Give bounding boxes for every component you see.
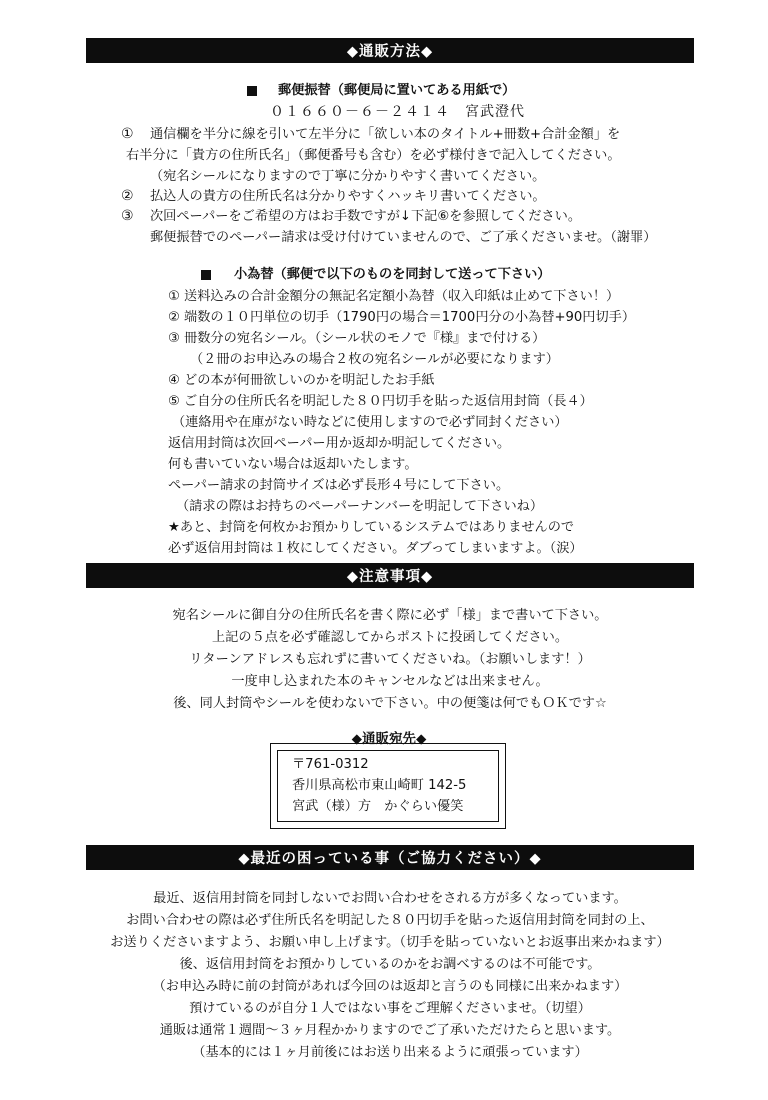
address-box xyxy=(270,743,506,829)
postal-item-2-line-1: 払込人の貴方の住所氏名は分かりやすくハッキリ書いてください。 xyxy=(150,189,546,204)
postal-item-1-line-3: （宛名シールになりますので丁寧に分かりやすく書いてください。 xyxy=(150,169,546,184)
address-line-2: 宮武（様）方 かぐらい優笑 xyxy=(292,799,464,814)
money-order-line: （請求の際はお持ちのペーパーナンバーを明記して下さいね） xyxy=(176,499,544,514)
caution-line: 宛名シールに御自分の住所氏名を書く際に必ず「様」まで書いて下さい。 xyxy=(172,608,608,623)
item-number: ② xyxy=(121,188,134,204)
problem-line: お送りくださいますよう、お願い申し上げます。（切手を貼っていないとお返事出来かねます） xyxy=(110,935,670,950)
money-order-line: （連絡用や在庫がない時などに使用しますので必ず同封ください） xyxy=(172,415,568,430)
postal-item-3-line-2: 郵便振替でのペーパー請求は受け付けていませんので、ご了承くださいませ。（謝罪） xyxy=(150,230,657,245)
problem-line: 後、返信用封筒をお預かりしているのかをお調べするのは不可能です。 xyxy=(179,957,601,972)
postal-item-3-line-1: 次回ペーパーをご希望の方はお手数ですが↓下記⑥を参照してください。 xyxy=(150,209,582,224)
money-order-line: ③ 冊数分の宛名シール。（シール状のモノで『様』まで付ける） xyxy=(168,331,546,346)
money-order-line: 必ず返信用封筒は１枚にしてください。ダブってしまいますよ。（涙） xyxy=(168,541,583,556)
postal-item-1-line-2: 右半分に「貴方の住所氏名」（郵便番号も含む）を必ず様付きで記入してください。 xyxy=(126,148,621,163)
caution-line: 一度申し込まれた本のキャンセルなどは出来ません。 xyxy=(231,674,549,689)
money-order-line: 返信用封筒は次回ペーパー用か返却か明記してください。 xyxy=(168,436,511,451)
square-bullet-icon xyxy=(201,270,211,280)
section-header-recent-problem: ◆最近の困っている事（ご協力ください）◆ xyxy=(86,845,694,870)
address-line-1: 香川県高松市東山崎町 142-5 xyxy=(292,778,467,793)
section-header-notes: ◆注意事項◆ xyxy=(86,563,694,588)
address-postal-code: 〒761-0312 xyxy=(292,757,369,772)
problem-line: 預けているのが自分１人ではない事をご理解くださいませ。（切望） xyxy=(189,1001,591,1016)
money-order-line: ★あと、封筒を何枚かお預かりしているシステムではありませんので xyxy=(168,520,575,535)
money-order-line: ① 送料込みの合計金額分の無記名定額小為替（収入印紙は止めて下さい！） xyxy=(168,289,620,304)
money-order-line: ペーパー請求の封筒サイズは必ず長形４号にして下さい。 xyxy=(168,478,510,493)
money-order-line: 何も書いていない場合は返却いたします。 xyxy=(168,457,418,472)
caution-line: 上記の５点を必ず確認してからポストに投函してください。 xyxy=(211,630,569,645)
problem-line: （お申込み時に前の封筒があれば今回のは返却と言うのも同様に出来かねます） xyxy=(152,979,628,994)
money-order-line: ⑤ ご自分の住所氏名を明記した８０円切手を貼った返信用封筒（長４） xyxy=(168,394,593,409)
postal-transfer-account: ０１６６０－６－２４１４ 宮武澄代 xyxy=(270,104,525,120)
address-box-inner xyxy=(277,750,499,822)
problem-line: 最近、返信用封筒を同封しないでお問い合わせをされる方が多くなっています。 xyxy=(153,891,627,906)
address-caption: ◆通販宛先◆ xyxy=(351,731,427,747)
item-number: ③ xyxy=(121,208,134,224)
problem-line: （基本的には１ヶ月前後にはお送り出来るように頑張っています） xyxy=(192,1045,588,1060)
money-order-line: ② 端数の１０円単位の切手（1790円の場合＝1700円分の小為替+90円切手） xyxy=(168,310,636,325)
postal-transfer-heading: 郵便振替（郵便局に置いてある用紙で） xyxy=(278,83,516,98)
square-bullet-icon xyxy=(247,86,257,96)
caution-line: リターンアドレスも忘れずに書いてくださいね。（お願いします！） xyxy=(189,652,591,667)
section-header-order-method: ◆通販方法◆ xyxy=(86,38,694,63)
item-number: ① xyxy=(121,126,134,142)
problem-line: 通販は通常１週間～３ヶ月程かかりますのでご了承いただけたらと思います。 xyxy=(159,1023,621,1038)
money-order-line: （２冊のお申込みの場合２枚の宛名シールが必要になります） xyxy=(190,352,559,367)
money-order-line: ④ どの本が何冊欲しいのかを明記したお手紙 xyxy=(168,373,435,388)
postal-item-1-line-1: 通信欄を半分に線を引いて左半分に「欲しい本のタイトル+冊数+合計金額」を xyxy=(150,127,621,142)
problem-line: お問い合わせの際は必ず住所氏名を明記した８０円切手を貼った返信用封筒を同封の上、 xyxy=(126,913,654,928)
caution-line: 後、同人封筒やシールを使わないで下さい。中の便箋は何でもＯＫです☆ xyxy=(173,696,607,711)
money-order-heading: 小為替（郵便で以下のものを同封して送って下さい） xyxy=(234,267,551,282)
